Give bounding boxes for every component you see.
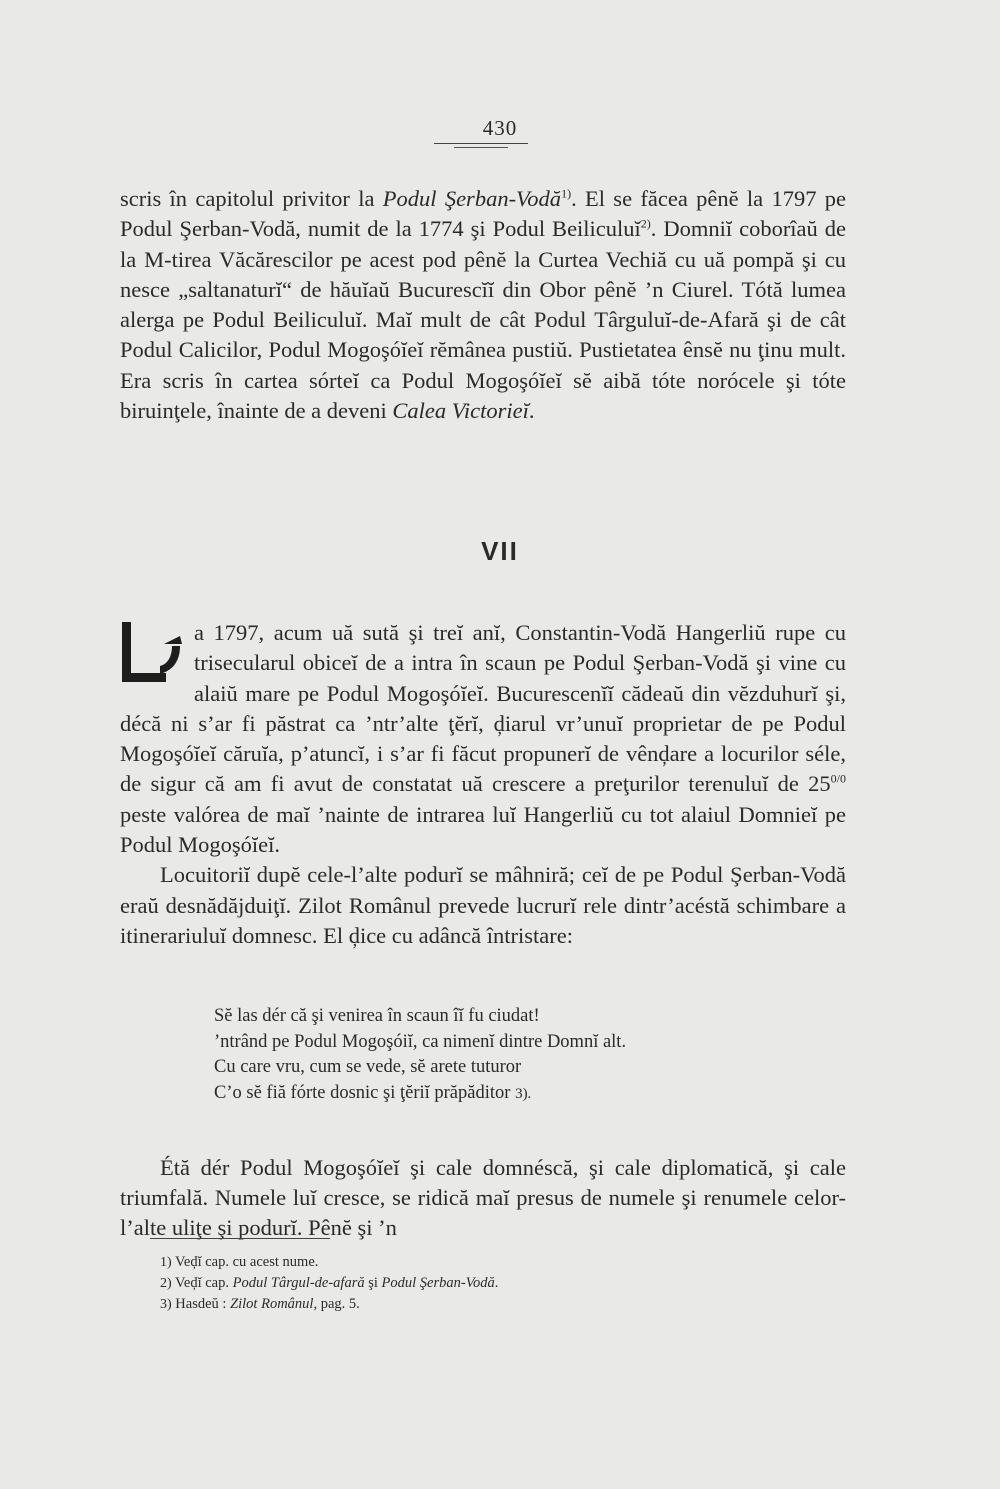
section-heading: VII [481, 536, 519, 566]
footnote-3: 3) Hasdeŭ : Zilot Românul, pag. 5. [160, 1296, 360, 1312]
paragraph-2-end: peste valórea de maĭ ’nainte de intrarea luĭ Hangerliŭ cu tot alaiul Domnieĭ pe Podul Mogoşóĭeĭ. [120, 801, 846, 858]
footnote-ref-1: 1) [561, 186, 572, 201]
poem-line: ’ntrând pe Podul Mogoşóiĭ, ca nimenĭ dintre Domnĭ alt. [214, 1031, 627, 1052]
paragraph-4-text: Étă dér Podul Mogoşóĭeĭ şi cale domnéscă, şi cale diplomatică, şi cale triumfală. Numele luĭ cresce, se ridică maĭ presus de numele şi renumele celor-l’alte uliţe şi podurĭ. Pênĕ şi ’n [120, 1154, 846, 1241]
paragraph-1-text-a: scris în capitolul privitor la [120, 186, 383, 211]
poem-quote [214, 1004, 814, 1107]
paragraph-1-end: . [528, 398, 535, 424]
paragraph-2 [120, 618, 846, 951]
poem-line: C’o sĕ fiă fórte dosnic şi ţĕriĭ prăpăditor 3). [214, 1082, 532, 1103]
drop-cap-l-icon [120, 622, 188, 684]
paragraph-1-text-b: . El se făcea pênĕ la 1797 pe Podul Şerban-Vodă, numit de la 1774 şi Podul Beiliculuĭ [120, 186, 846, 242]
paragraph-1-italic-c: Calea Victorieĭ [392, 398, 529, 424]
paragraph-1-italic-a: Podul Şerban-Vodă [382, 186, 562, 211]
footnote-ref-2: 2) [640, 216, 651, 231]
page-number-rule [434, 143, 528, 144]
footnote-rule [150, 1238, 330, 1239]
paragraph-1 [120, 184, 846, 426]
page-number: 430 [482, 116, 518, 140]
poem-line: Sĕ las dér că şi venirea în scaun îĭ fu ciudat! [214, 1006, 540, 1026]
percent-sign: 0/0 [830, 771, 846, 786]
footnote-ref-3: 3). [515, 1085, 532, 1102]
paragraph-4 [120, 1130, 846, 1266]
footnote-2: 2) Veḑĭ cap. Podul Târgul-de-afară şi Podul Şerban-Vodă. [160, 1275, 499, 1291]
footnote-1: 1) Veḑĭ cap. cu acest nume. [160, 1254, 319, 1270]
poem-line: Cu care vru, cum se vede, sĕ arete tuturor [214, 1057, 522, 1077]
paragraph-1-text-c: . Domniĭ coborîaŭ de la M-tirea Văcărescilor pe acest pod pênĕ la Curtea Vechiă cu uă pompă şi cu nesce „saltanaturĭ“ de hăuĭaŭ Bucurescĭĭ din Obor pênĕ ’n Ciurel. Tótă lumea alerga pe Podul Beiliculuĭ. Maĭ mult de cât Podul Târguluĭ-de-Afară şi de cât Podul Calicilor, Podul Mogoşóĭeĭ rĕmânea pustiŭ. Pustietatea ênsĕ nu ţinu mult. Era scris în cartea sórteĭ ca Podul Mogoşóĭeĭ sĕ aibă tóte norócele şi tóte biruinţele, înainte de a deveni [120, 216, 846, 424]
footnotes [160, 1252, 840, 1315]
paragraph-2-text: a 1797, acum uă sută şi treĭ anĭ, Constantin-Vodă Hangerliŭ rupe cu trisecularul obiceĭ de a intra în scaun pe Podul Şerban-Vodă şi vine cu alaiŭ mare pe Podul Mogoşóĭeĭ. Bucurescenĭĭ cădeaŭ din vĕzduhurĭ şi, décă ni s’ar fi păstrat ca ’ntr’alte ţĕrĭ, ḑiarul vr’unuĭ proprietar de pe Podul Mogoşóĭeĭ căruĭa, p’atuncĭ, i s’ar fi făcut propunerĭ de vênḑare a locurilor séle, de sigur că am fi avut de constatat uă crescere a preţurilor terenuluĭ de 25 [120, 620, 846, 797]
page-number-rule-short [454, 147, 508, 148]
paragraph-3: Locuitoriĭ dupĕ cele-l’alte podurĭ se mâhniră; ceĭ de pe Podul Şerban-Vodă eraŭ desnădăjduiţĭ. Zilot Românul prevede lucrurĭ rele dintr’acéstă schimbare a itinerariuluĭ domnesc. El ḑice cu adâncă întristare: [120, 862, 846, 948]
